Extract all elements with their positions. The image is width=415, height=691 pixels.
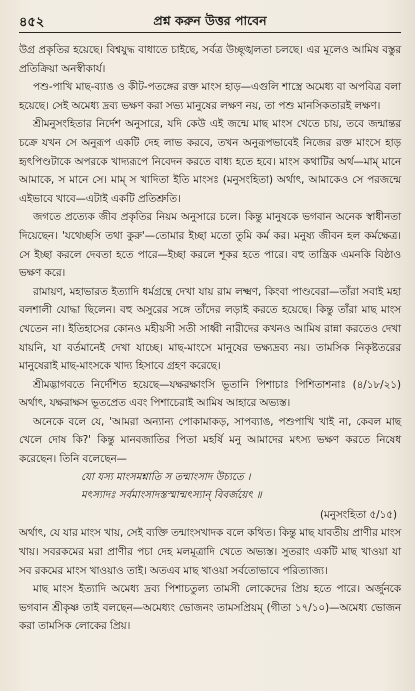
running-title: প্রশ্ন করুন উত্তর পাবেন [153, 13, 267, 28]
verse-citation: (মনুসংহিতা ৫/১৫) [320, 508, 397, 521]
page-header [19, 10, 401, 33]
paragraph: মাছ মাংস ইত্যাদি অমেধ্য দ্রব্য পিশাচতুল্য তামসী লোকেদের প্রিয় হতে পারে। অর্জুনকে ভগবান শ্রীকৃষ্ণ তাই বলছেন—অমেধ্যং ভোজনং তামসপ্রিয়ম্ (গীতা ১৭/১০)—অমেধ্য ভোজন করা তামসিক লোকের প্রিয়। [19, 583, 401, 633]
paragraph: শ্রীমদ্ভাগবতে নির্দেশিত হয়েছে—যক্ষরক্ষাংসি ভূতানি পিশাচাঃ পিশিতাশনাঃ (৪/১৮/২১) অর্থাৎ, যক্ষরাক্ষস ভূতপ্রেত এবং পিশাচেরাই আমিষ আহারে অভ্যস্ত। [19, 378, 401, 410]
paragraph: জগতে প্রত্যেক জীব প্রকৃতির নিয়ম অনুসারে চলে। কিন্তু মানুষকে ভগবান অনেক স্বাধীনতা দিয়েছেন। 'যথেচ্ছসি তথা কুরু'—তোমার ইচ্ছা মতো তুমি কর্ম কর। মনুষ্য জীবন হল কর্মক্ষেত্র। সে ইচ্ছা করলে দেবতা হতে পারে—ইচ্ছা করলে শূকর হতে পারে। বহু তান্ত্রিক এমনকি বিষ্ঠাও ভক্ষণ করে। [19, 211, 401, 280]
verse-line: মৎস্যাদঃ সর্বমাংসাদস্তস্মান্মৎস্যান্ বিবর্জয়েৎ ॥ [81, 490, 262, 502]
body-text [19, 41, 401, 636]
paragraph: অনেকে বলে যে, 'আমরা অন্যান্য পোকামাকড়, সাপব্যাঙ, পশুপাখি খাই না, কেবল মাছ খেলে দোষ কি?' কিন্তু মানবজাতির পিতা মহর্ষি মনু আমাদের মৎস্য ভক্ষণ করতে নিষেধ করেছেন। তিনি বলেছেন— [19, 415, 401, 466]
paragraph: শ্রীমনুসংহিতার নির্দেশ অনুসারে, যদি কেউ এই জন্মে মাছ মাংস খেতে চায়, তবে জন্মান্তর চক্রে যখন সে অনুরূপ একটি দেহ লাভ করবে, তখন অনুরূপভাবেই নিজের রক্ত মাংসে হাড় হৃৎপিণ্ডটাকে অপরকে খাদ্যরূপে নিবেদন করতে বাধ্য হতে হবে। মাংস কথাটির অর্থ—মাম্ মানে আমাকে, স মানে সে। মাম্ স খাদিতা ইতি মাংসঃ (মনুসংহিতা) অর্থাৎ, আমাকেও সে পরজন্মে এইভাবে খাবে—এটাই একটি প্রতিশ্রুতি। [19, 118, 401, 205]
paragraph: উগ্র প্রকৃতির হয়েছে। বিশ্বযুদ্ধ বাধাতে চাইছে, সর্বত্র উচ্ছৃঙ্খলতা চলছে। এর মূলেও আমিষ বস্তুর প্রতিক্রিয়া অনস্বীকার্য। [19, 44, 401, 75]
paragraph: অর্থাৎ, যে যার মাংস খায়, সেই ব্যক্তি তন্মাংসখাদক বলে কথিত। কিন্তু মাছ যাবতীয় প্রাণীর মাংস খায়। সবরকমের মরা প্রাণীর পচা দেহ মলমূত্রাদি খেতে অভ্যস্ত। সুতরাং একটি মাছ খাওয়া যা সব রকমের মাংস খাওয়াও তাই। অতএব মাছ খাওয়া সর্বতোভাবে পরিত্যাজ্য। [19, 527, 401, 577]
page-number: ৪৫২ [19, 15, 45, 30]
sanskrit-verse [19, 469, 401, 506]
paragraph: রামায়ণ, মহাভারত ইত্যাদি ধর্মগ্রন্থে দেখা যায় রাম লক্ষ্মণ, কিংবা পাণ্ডবেরা—তাঁরা সবাই মহা বলশালী যোদ্ধা ছিলেন। বহু অসুরের সঙ্গে তাঁদের লড়াই করতে হয়েছে। কিন্তু তাঁরা মাছ মাংস খেতেন না। ইতিহাসের কোনও মহীয়সী সতী সাধ্বী নারীদের কখনও আমিষ রান্না করতেও দেখা যায়নি, যা বর্তমানেই দেখা যাচ্ছে। মাছ-মাংসে মানুষের ভক্ষ্যদ্রব্য নয়। তামসিক নিকৃষ্টতরের মানুষেরাই মাছ-মাংসকে খাদ্য হিসাবে গ্রহণ করেছে। [19, 285, 401, 373]
verse-line: যো যস্য মাংসমশ্নাতি স তন্মাংসাদ উচ্যতে । [81, 471, 251, 483]
paragraph: পশু-পাখি মাছ-ব্যাঙ ও কীট-পতঙ্গের রক্ত মাংস হাড়—এগুলি শাস্ত্রে অমেধ্য বা অপবিত্র বলা হয়েছে। সেই অমেধ্য দ্রব্য ভক্ষণ করা সভ্য মানুষের লক্ষণ নয়, তা পশু মানসিকতারই লক্ষণ। [19, 81, 401, 112]
